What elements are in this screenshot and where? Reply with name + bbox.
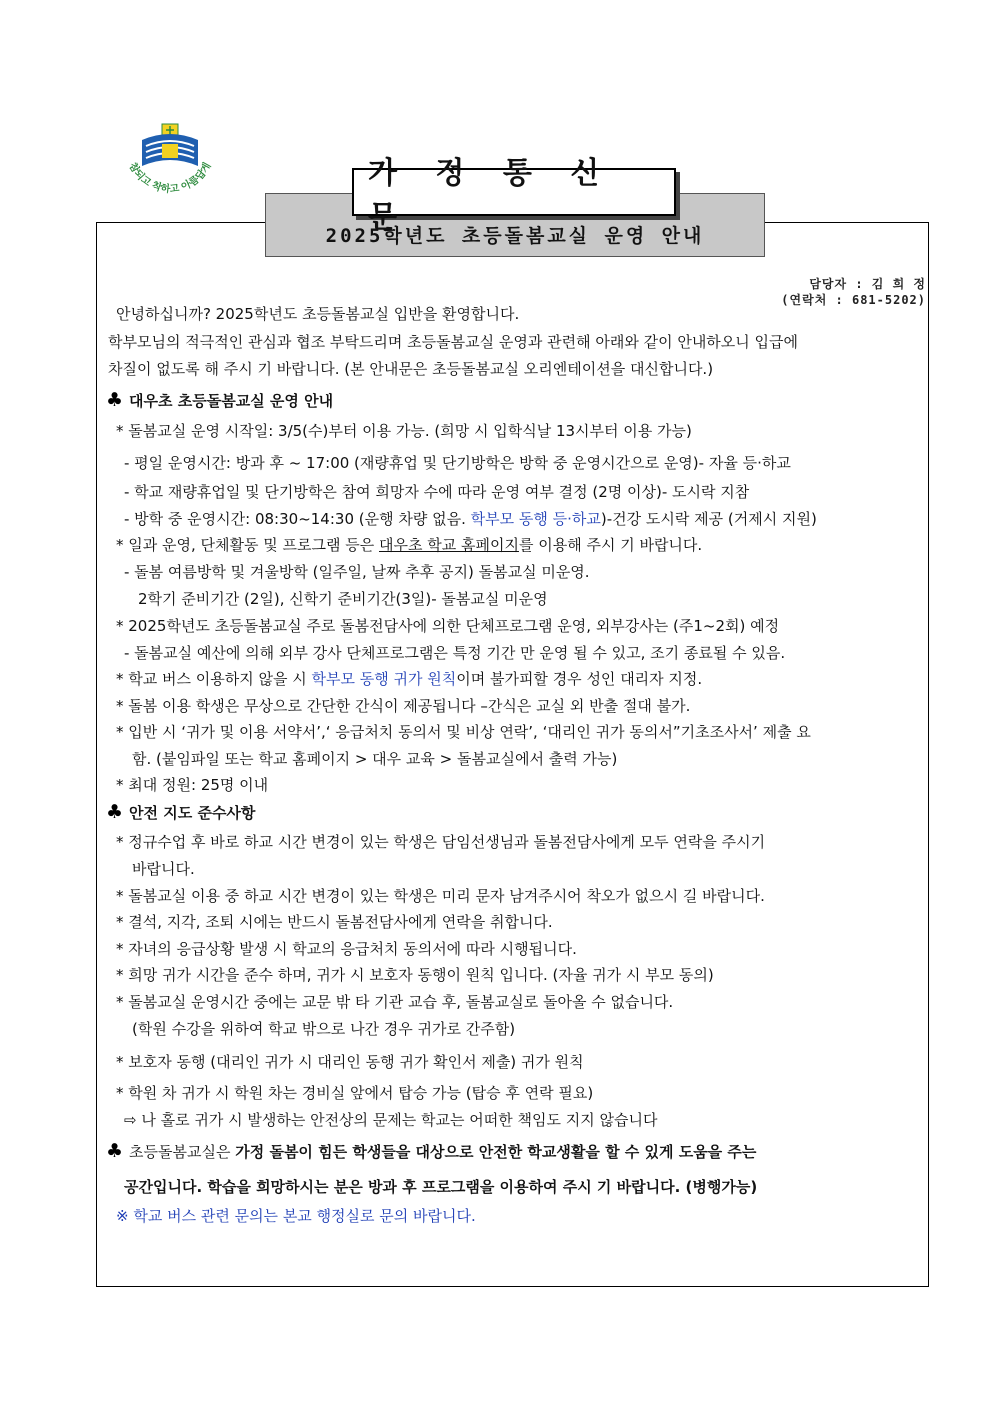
- snack-policy: * 돌봄 이용 학생은 무상으로 간단한 간식이 제공됩니다 –간식은 교실 외 반출 절대 불가.: [116, 697, 691, 715]
- bus-policy: * 학교 버스 이용하지 않을 시 학부모 동행 귀가 원칙이며 불가피할 경우 성인 대리자 지정.: [116, 670, 703, 688]
- safety-rule-5: * 희망 귀가 시간을 준수 하며, 귀가 시 보호자 동행이 원칙 입니다. (자율 귀가 시 부모 동의): [116, 966, 714, 984]
- preparation-closure: 2학기 준비기간 (2일), 신학기 준비기간(3일)- 돌봄교실 미운영: [138, 590, 548, 608]
- safety-rule-6-cont: (학원 수강을 위하여 학교 밖으로 나간 경우 귀가로 간주함): [132, 1020, 516, 1038]
- newsletter-title: 가 정 통 신 문: [368, 156, 614, 235]
- intro-line-2: 학부모님의 적극적인 관심과 협조 부탁드리며 초등돌봄교실 운영과 관련해 아래와 같이 안내하오니 입급에: [108, 333, 799, 351]
- safety-disclaimer: ⇨ 나 홀로 귀가 시 발생하는 안전상의 문제는 학교는 어떠한 책임도 지지 않습니다: [124, 1111, 658, 1129]
- homepage-link[interactable]: 대우초 학교 홈페이지: [379, 536, 519, 554]
- vacation-closure: - 돌봄 여름방학 및 겨울방학 (일주일, 날짜 추후 공지) 돌봄교실 미운영.: [124, 563, 590, 581]
- club-bullet-icon: ♣: [106, 389, 124, 411]
- newsletter-subtitle: 2025학년도 초등돌봄교실 운영 안내: [325, 225, 705, 247]
- safety-rule-1-cont: 바랍니다.: [132, 860, 195, 878]
- max-capacity: * 최대 정원: 25명 이내: [116, 776, 269, 794]
- logo-emblem-icon: [142, 124, 198, 166]
- logo-motto: 참되고 착하고 아름답게: [126, 161, 214, 196]
- school-logo: [112, 118, 228, 208]
- closing-line-1: ♣ 초등돌봄교실은 가정 돌봄이 힘든 학생들을 대상으로 안전한 학교생활을 할 수 있게 도움을 주는: [106, 1140, 757, 1162]
- operation-start-date: * 돌봄교실 운영 시작일: 3/5(수)부터 이용 가능. (희망 시 입학식날 13시부터 이용 가능): [116, 422, 692, 440]
- safety-rule-7: * 보호자 동행 (대리인 귀가 시 대리인 동행 귀가 확인서 제출) 귀가 원칙: [116, 1053, 584, 1071]
- safety-rule-3: * 결석, 지각, 조퇴 시에는 반드시 돌봄전담사에게 연락을 취합니다.: [116, 913, 553, 931]
- contact-person: 담당자 : 김 희 정: [809, 277, 926, 291]
- safety-rule-4: * 자녀의 응급상황 발생 시 학교의 응급처치 동의서에 따라 시행됩니다.: [116, 940, 577, 958]
- club-bullet-icon: ♣: [106, 801, 124, 823]
- safety-rule-1: * 정규수업 후 바로 하교 시간 변경이 있는 학생은 담임선생님과 돌봄전담사에게 모두 연락을 주시기: [116, 833, 766, 851]
- group-program-info: * 2025학년도 초등돌봄교실 주로 돌봄전담사에 의한 단체프로그램 운영, 외부강사는 (주1~2회) 예정: [116, 617, 780, 635]
- external-instructor-note: - 돌봄교실 예산에 의해 외부 강사 단체프로그램은 특정 기간 만 운영 될 수 있고, 조기 종료될 수 있음.: [124, 644, 786, 662]
- intro-line-3: 차질이 없도록 해 주시 기 바랍니다. (본 안내문은 초등돌봄교실 오리엔테이션을 대신합니다.): [108, 360, 714, 378]
- bus-inquiry-note: ※ 학교 버스 관련 문의는 본교 행정실로 문의 바랍니다.: [116, 1207, 476, 1225]
- vacation-hours: - 방학 중 운영시간: 08:30~14:30 (운행 차량 없음. 학부모 동행 등·하교)-건강 도시락 제공 (거제시 지원): [124, 510, 817, 528]
- content-frame: [96, 222, 929, 1287]
- intro-line-1: 안녕하십니까? 2025학년도 초등돌봄교실 입반을 환영합니다.: [116, 305, 520, 323]
- enrollment-documents: * 입반 시 ‘귀가 및 이용 서약서’,‘ 응급처치 동의서 및 비상 연락’, ‘대리인 귀가 동의서”기초조사서’ 제출 요: [116, 723, 811, 741]
- section-safety-heading: ♣ 안전 지도 준수사항: [106, 801, 256, 823]
- safety-rule-8: * 학원 차 귀가 시 학원 차는 경비실 앞에서 탑승 가능 (탑승 후 연락 필요): [116, 1084, 594, 1102]
- weekday-hours: - 평일 운영시간: 방과 후 ~ 17:00 (재량휴업 및 단기방학은 방학 중 운영시간으로 운영)- 자율 등·하교: [124, 454, 791, 472]
- short-break-policy: - 학교 재량휴업일 및 단기방학은 참여 희망자 수에 따라 운영 여부 결정 (2명 이상)- 도시락 지참: [124, 483, 750, 501]
- contact-phone: (연락처 : 681-5202): [781, 293, 926, 307]
- club-bullet-icon: ♣: [106, 1140, 124, 1162]
- section-operation-heading: ♣ 대우초 초등돌봄교실 운영 안내: [106, 389, 334, 411]
- newsletter-title-box: [352, 156, 676, 235]
- enrollment-documents-cont: 함. (붙임파일 또는 학교 홈페이지 > 대우 교육 > 돌봄교실에서 출력 가능): [132, 750, 618, 768]
- program-info: * 일과 운영, 단체활동 및 프로그램 등은 대우초 학교 홈페이지를 이용해 주시 기 바랍니다.: [116, 536, 703, 554]
- safety-rule-2: * 돌봄교실 이용 중 하교 시간 변경이 있는 학생은 미리 문자 남겨주시어 착오가 없으시 길 바랍니다.: [116, 887, 765, 905]
- safety-rule-6: * 돌봄교실 운영시간 중에는 교문 밖 타 기관 교습 후, 돌봄교실로 돌아올 수 없습니다.: [116, 993, 674, 1011]
- closing-line-2: 공간입니다. 학습을 희망하시는 분은 방과 후 프로그램을 이용하여 주시 기 바랍니다. (병행가능): [124, 1178, 758, 1196]
